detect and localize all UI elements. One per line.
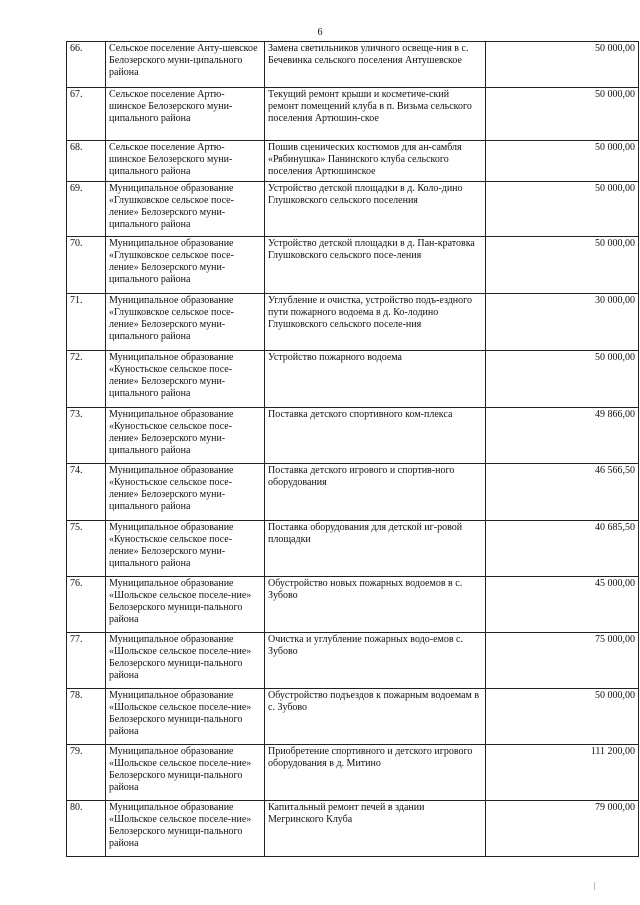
- row-description: Устройство детской площадки в д. Пан-кратовка Глушковского сельского посе-ления: [265, 237, 486, 294]
- table-row: [67, 237, 639, 294]
- row-amount: 50 000,00: [486, 182, 639, 237]
- table-row: [67, 464, 639, 521]
- row-amount: 50 000,00: [486, 88, 639, 141]
- row-amount: 46 566,50: [486, 464, 639, 521]
- row-description: Замена светильников уличного освеще-ния в с. Бечевинка сельского поселения Антушевское: [265, 42, 486, 88]
- row-amount: 79 000,00: [486, 801, 639, 857]
- row-description: Поставка детского игрового и спортив-ного оборудования: [265, 464, 486, 521]
- row-municipality: Муниципальное образование «Глушковское сельское посе-ление» Белозерского муни-ципального района: [106, 294, 265, 351]
- row-municipality: Сельское поселение Анту-шевское Белозерского муни-ципального района: [106, 42, 265, 88]
- row-amount: 45 000,00: [486, 577, 639, 633]
- row-number: 72.: [67, 351, 106, 408]
- row-number: 74.: [67, 464, 106, 521]
- table-row: [67, 42, 639, 88]
- table-row: [67, 182, 639, 237]
- row-description: Текущий ремонт крыши и косметиче-ский ремонт помещений клуба в п. Визьма сельского поселения Артюшин-ское: [265, 88, 486, 141]
- row-description: Капитальный ремонт печей в здании Мегринского Клуба: [265, 801, 486, 857]
- row-amount: 30 000,00: [486, 294, 639, 351]
- table-row: [67, 294, 639, 351]
- row-amount: 50 000,00: [486, 351, 639, 408]
- row-municipality: Муниципальное образование «Куностьское сельское посе-ление» Белозерского муни-ципального района: [106, 408, 265, 464]
- row-amount: 50 000,00: [486, 42, 639, 88]
- row-number: 78.: [67, 689, 106, 745]
- funding-table: [66, 41, 639, 857]
- table-row: [67, 689, 639, 745]
- row-municipality: Муниципальное образование «Куностьское сельское посе-ление» Белозерского муни-ципального района: [106, 351, 265, 408]
- row-description: Углубление и очистка, устройство подъ-ездного пути пожарного водоема в д. Ко-лодино Глушковского сельского поселе-ния: [265, 294, 486, 351]
- row-municipality: Муниципальное образование «Куностьское сельское посе-ление» Белозерского муни-ципального района: [106, 521, 265, 577]
- row-description: Очистка и углубление пожарных водо-емов с. Зубово: [265, 633, 486, 689]
- table-row: [67, 141, 639, 182]
- scan-mark: [594, 882, 595, 890]
- row-number: 76.: [67, 577, 106, 633]
- row-municipality: Муниципальное образование «Шольское сельское поселе-ние» Белозерского муници-пального района: [106, 745, 265, 801]
- table-row: [67, 633, 639, 689]
- row-number: 75.: [67, 521, 106, 577]
- row-number: 70.: [67, 237, 106, 294]
- row-number: 77.: [67, 633, 106, 689]
- row-number: 67.: [67, 88, 106, 141]
- row-municipality: Муниципальное образование «Глушковское сельское посе-ление» Белозерского муни-ципального района: [106, 182, 265, 237]
- row-municipality: Муниципальное образование «Шольское сельское поселе-ние» Белозерского муници-пального района: [106, 633, 265, 689]
- table-row: [67, 521, 639, 577]
- table-body: [67, 42, 639, 857]
- table-row: [67, 408, 639, 464]
- row-number: 66.: [67, 42, 106, 88]
- table-row: [67, 745, 639, 801]
- row-municipality: Сельское поселение Артю-шинское Белозерского муни-ципального района: [106, 141, 265, 182]
- row-number: 71.: [67, 294, 106, 351]
- row-number: 68.: [67, 141, 106, 182]
- row-amount: 111 200,00: [486, 745, 639, 801]
- row-municipality: Муниципальное образование «Шольское сельское поселе-ние» Белозерского муници-пального района: [106, 689, 265, 745]
- table-row: [67, 351, 639, 408]
- row-number: 73.: [67, 408, 106, 464]
- row-amount: 75 000,00: [486, 633, 639, 689]
- row-amount: 49 866,00: [486, 408, 639, 464]
- row-description: Устройство детской площадки в д. Коло-дино Глушковского сельского поселения: [265, 182, 486, 237]
- row-number: 80.: [67, 801, 106, 857]
- row-description: Обустройство новых пожарных водоемов в с. Зубово: [265, 577, 486, 633]
- table-row: [67, 801, 639, 857]
- table-row: [67, 577, 639, 633]
- row-amount: 50 000,00: [486, 689, 639, 745]
- table-row: [67, 88, 639, 141]
- row-amount: 50 000,00: [486, 141, 639, 182]
- row-description: Пошив сценических костюмов для ан-самбля «Рябинушка» Панинского клуба сельского поселения Артюшинское: [265, 141, 486, 182]
- row-municipality: Муниципальное образование «Глушковское сельское посе-ление» Белозерского муни-ципального района: [106, 237, 265, 294]
- row-description: Поставка детского спортивного ком-плекса: [265, 408, 486, 464]
- row-description: Приобретение спортивного и детского игрового оборудования в д. Митино: [265, 745, 486, 801]
- row-municipality: Сельское поселение Артю-шинское Белозерского муни-ципального района: [106, 88, 265, 141]
- row-amount: 40 685,50: [486, 521, 639, 577]
- row-municipality: Муниципальное образование «Куностьское сельское посе-ление» Белозерского муни-ципального района: [106, 464, 265, 521]
- page-number: 6: [317, 27, 323, 38]
- row-description: Устройство пожарного водоема: [265, 351, 486, 408]
- row-number: 79.: [67, 745, 106, 801]
- row-municipality: Муниципальное образование «Шольское сельское поселе-ние» Белозерского муници-пального района: [106, 577, 265, 633]
- row-number: 69.: [67, 182, 106, 237]
- row-description: Поставка оборудования для детской иг-ровой площадки: [265, 521, 486, 577]
- row-amount: 50 000,00: [486, 237, 639, 294]
- row-municipality: Муниципальное образование «Шольское сельское поселе-ние» Белозерского муници-пального района: [106, 801, 265, 857]
- row-description: Обустройство подъездов к пожарным водоемам в с. Зубово: [265, 689, 486, 745]
